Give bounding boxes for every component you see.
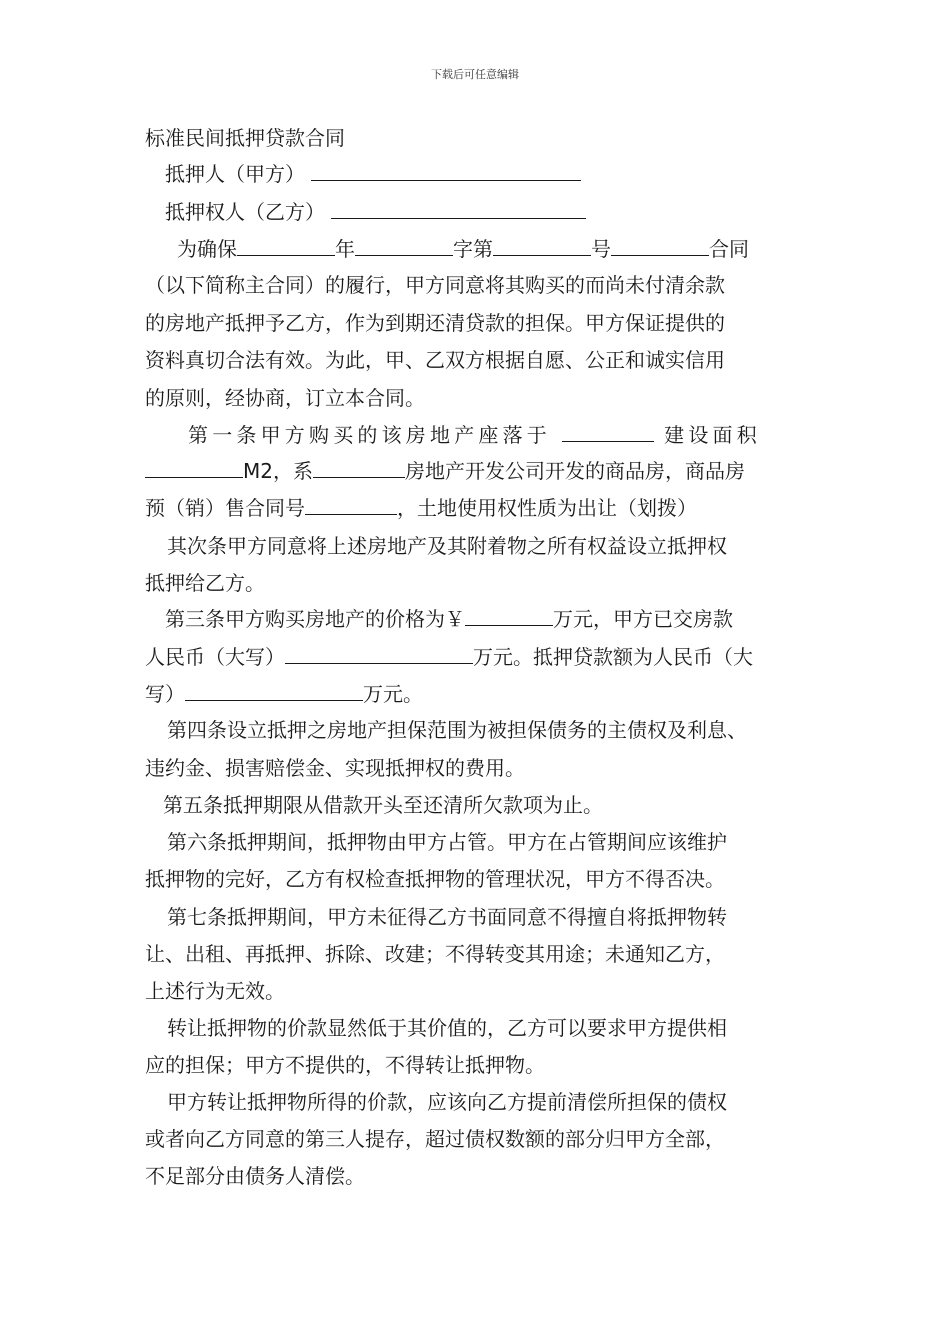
article-4-line-2: 违约金、损害赔偿金、实现抵押权的费用。 <box>145 756 525 780</box>
year-blank[interactable] <box>237 235 335 256</box>
article-text: 人民币（大写） <box>145 645 285 669</box>
article-5-line-1: 第五条抵押期限从借款开头至还清所欠款项为止。 <box>163 793 603 817</box>
intro-text: 号 <box>591 237 611 261</box>
area-blank[interactable] <box>145 457 243 478</box>
article-3-line-2 <box>145 643 753 670</box>
article-text: 第一条甲方购买的该房地产座落于 <box>188 423 551 447</box>
article-text: 预（销）售合同号 <box>145 496 305 520</box>
intro-line-5: 的原则，经协商，订立本合同。 <box>145 386 425 410</box>
intro-text: 字第 <box>453 237 493 261</box>
intro-text: 合同 <box>709 237 749 261</box>
paragraph-proceeds-line-1: 甲方转让抵押物所得的价款，应该向乙方提前清偿所担保的债权 <box>167 1090 727 1114</box>
article-1-line-3 <box>145 494 697 521</box>
article-text: ，土地使用权性质为出让（划拨） <box>397 496 697 520</box>
article-2-line-1: 其次条甲方同意将上述房地产及其附着物之所有权益设立抵押权 <box>167 534 727 558</box>
article-4-line-1: 第四条设立抵押之房地产担保范围为被担保债务的主债权及利息、 <box>167 718 747 742</box>
mortgagor-blank[interactable] <box>311 160 581 181</box>
article-6-line-2: 抵押物的完好，乙方有权检查抵押物的管理状况，甲方不得否决。 <box>145 867 725 891</box>
article-text: 万元，甲方已交房款 <box>553 607 733 631</box>
mortgagor-line <box>165 160 581 187</box>
intro-line-4: 资料真切合法有效。为此，甲、乙双方根据自愿、公正和诚实信用 <box>145 348 725 372</box>
intro-text: 为确保 <box>177 237 237 261</box>
article-6-line-1: 第六条抵押期间，抵押物由甲方占管。甲方在占管期间应该维护 <box>167 830 727 854</box>
paragraph-proceeds-line-2: 或者向乙方同意的第三人提存，超过债权数额的部分归甲方全部， <box>145 1127 725 1151</box>
article-3-line-1 <box>165 605 733 632</box>
article-text: 万元。抵押贷款额为人民币（大 <box>473 645 753 669</box>
article-text: 万元。 <box>363 682 423 706</box>
intro-line-1 <box>177 235 749 262</box>
number-blank[interactable] <box>493 235 591 256</box>
loan-amount-blank[interactable] <box>185 680 363 701</box>
header-note: 下载后可任意编辑 <box>431 68 519 81</box>
article-7-line-2: 让、出租、再抵押、拆除、改建；不得转变其用途；未通知乙方， <box>145 942 725 966</box>
article-text: 房地产开发公司开发的商品房，商品房 <box>404 459 745 483</box>
location-blank[interactable] <box>562 421 654 442</box>
intro-line-3: 的房地产抵押予乙方，作为到期还清贷款的担保。甲方保证提供的 <box>145 311 725 335</box>
price-blank[interactable] <box>465 605 553 626</box>
intro-line-2: （以下简称主合同）的履行，甲方同意将其购买的而尚未付清余款 <box>145 273 725 297</box>
mortgagee-blank[interactable] <box>331 198 586 219</box>
contract-title: 标准民间抵押贷款合同 <box>145 126 345 150</box>
mortgagee-line <box>165 198 586 225</box>
article-7-line-1: 第七条抵押期间，甲方未征得乙方书面同意不得擅自将抵押物转 <box>167 905 727 929</box>
article-text: 第三条甲方购买房地产的价格为￥ <box>165 607 465 631</box>
word-blank[interactable] <box>355 235 453 256</box>
paragraph-transfer-line-1: 转让抵押物的价款显然低于其价值的，乙方可以要求甲方提供相 <box>167 1016 727 1040</box>
article-1-line-1 <box>188 421 761 448</box>
developer-blank[interactable] <box>313 457 405 478</box>
article-text: M2，系 <box>243 459 313 483</box>
contract-blank[interactable] <box>611 235 709 256</box>
article-7-line-3: 上述行为无效。 <box>145 979 285 1003</box>
article-text: 写） <box>145 682 185 706</box>
intro-text: 年 <box>335 237 355 261</box>
article-text: 建设面积 <box>664 423 761 447</box>
mortgagee-label: 抵押权人（乙方） <box>165 200 325 224</box>
paragraph-transfer-line-2: 应的担保；甲方不提供的，不得转让抵押物。 <box>145 1053 545 1077</box>
article-3-line-3 <box>145 680 423 707</box>
paragraph-proceeds-line-3: 不足部分由债务人清偿。 <box>145 1164 365 1188</box>
article-1-line-2 <box>145 457 745 484</box>
article-2-line-2: 抵押给乙方。 <box>145 571 265 595</box>
paid-amount-blank[interactable] <box>285 643 473 664</box>
mortgagor-label: 抵押人（甲方） <box>165 162 305 186</box>
presale-contract-blank[interactable] <box>305 494 397 515</box>
